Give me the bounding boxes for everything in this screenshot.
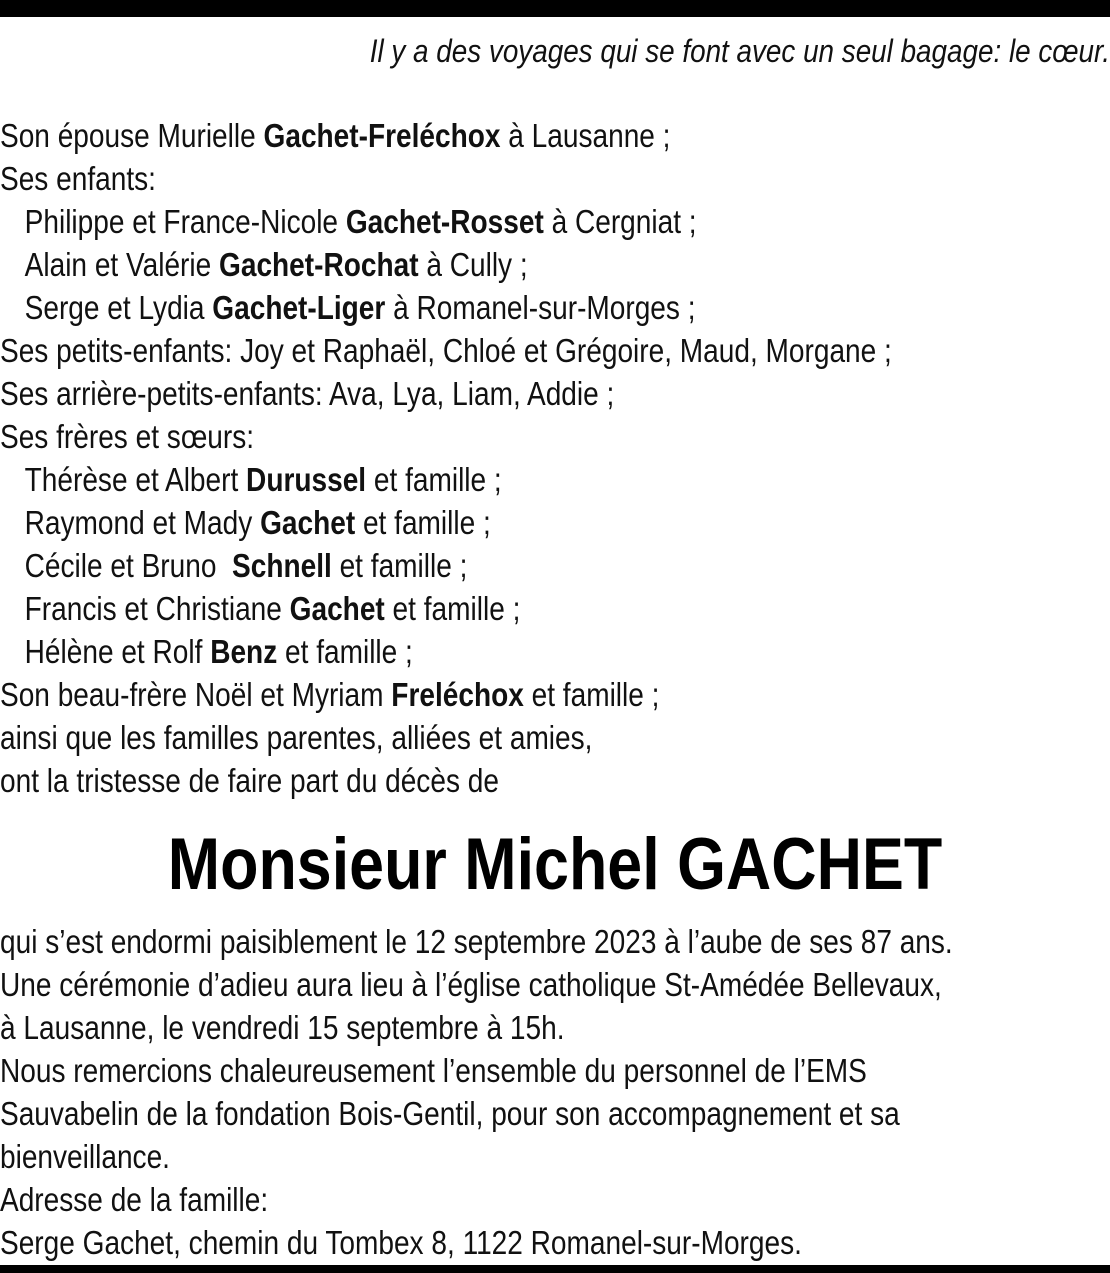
deceased-name: Monsieur Michel GACHET [167, 824, 943, 905]
child-line: Serge et Lydia Gachet-Liger à Romanel-sur-Morges ; [24, 289, 696, 326]
brother-in-law-line: Son beau-frère Noël et Myriam Freléchox et famille ; [0, 676, 660, 713]
spouse-line: Son épouse Murielle Gachet-Freléchox à Lausanne ; [0, 117, 671, 154]
sibling-line: Francis et Christiane Gachet et famille ; [24, 590, 521, 627]
child-line: Alain et Valérie Gachet-Rochat à Cully ; [24, 246, 528, 283]
children-heading: Ses enfants: [0, 160, 156, 197]
address-heading: Adresse de la famille: [0, 1181, 269, 1218]
sibling-line: Thérèse et Albert Durussel et famille ; [24, 461, 502, 498]
family-list [0, 114, 1110, 802]
grandchildren-line: Ses petits-enfants: Joy et Raphaël, Chloé et Grégoire, Maud, Morgane ; [0, 332, 892, 369]
bottom-rule [0, 1265, 1110, 1273]
sibling-line: Hélène et Rolf Benz et famille ; [24, 633, 413, 670]
child-line: Philippe et France-Nicole Gachet-Rosset à Cergniat ; [24, 203, 697, 240]
obituary-notice [0, 28, 1110, 1264]
spacer [0, 74, 1110, 114]
announcement-line: ont la tristesse de faire part du décès de [0, 762, 499, 799]
details-line: Nous remercions chaleureusement l’ensemble du personnel de l’EMS [0, 1052, 867, 1089]
relatives-line: ainsi que les familles parentes, alliées et amies, [0, 719, 593, 756]
epigraph-quote: Il y a des voyages qui se font avec un seul bagage: le cœur. [369, 33, 1110, 69]
address-line: Serge Gachet, chemin du Tombex 8, 1122 Romanel-sur-Morges. [0, 1224, 802, 1261]
details-line: bienveillance. [0, 1138, 170, 1175]
details-line: qui s’est endormi paisiblement le 12 septembre 2023 à l’aube de ses 87 ans. [0, 923, 953, 960]
great-grandchildren-line: Ses arrière-petits-enfants: Ava, Lya, Liam, Addie ; [0, 375, 615, 412]
top-rule [0, 0, 1110, 17]
details-line: Une cérémonie d’adieu aura lieu à l’église catholique St-Amédée Bellevaux, [0, 966, 942, 1003]
details-line: à Lausanne, le vendredi 15 septembre à 15h. [0, 1009, 565, 1046]
siblings-heading: Ses frères et sœurs: [0, 418, 255, 455]
details-list [0, 920, 1110, 1264]
sibling-line: Cécile et Bruno Schnell et famille ; [24, 547, 468, 584]
details-line: Sauvabelin de la fondation Bois-Gentil, pour son accompagnement et sa [0, 1095, 900, 1132]
sibling-line: Raymond et Mady Gachet et famille ; [24, 504, 491, 541]
